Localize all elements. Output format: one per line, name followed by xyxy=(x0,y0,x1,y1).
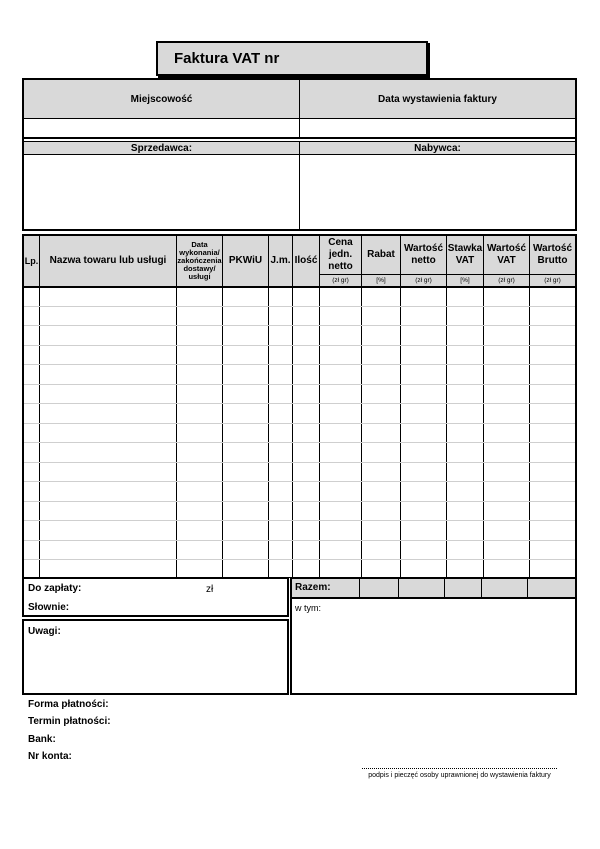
seller-label: Sprzedawca: xyxy=(24,142,299,154)
including-label: w tym: xyxy=(295,603,321,613)
col-header-qty: Ilość xyxy=(294,255,318,266)
col-header-lp: Lp. xyxy=(24,255,39,266)
seller-field[interactable] xyxy=(24,155,299,229)
place-label: Miejscowość xyxy=(24,80,299,118)
payment-term-label: Termin płatności: xyxy=(28,716,111,727)
discount-unit: [%] xyxy=(376,277,386,284)
net-value-unit: (zł gr) xyxy=(415,277,432,284)
totals-box xyxy=(290,577,577,695)
issue-date-field[interactable] xyxy=(300,119,575,137)
col-header-discount: Rabat xyxy=(367,249,395,260)
col-header-gross-value: Wartość Brutto xyxy=(532,243,573,266)
place-field[interactable] xyxy=(24,119,299,137)
to-pay-label: Do zapłaty: xyxy=(28,583,82,594)
signature-line[interactable] xyxy=(362,768,557,769)
header-section xyxy=(22,78,577,231)
in-words-label: Słownie: xyxy=(28,602,70,613)
currency-label: zł xyxy=(206,584,214,595)
vat-value-unit: (zł gr) xyxy=(498,277,515,284)
col-header-unit: J.m. xyxy=(270,255,291,266)
signature-caption: podpis i pieczęć osoby uprawnionej do wystawienia faktury xyxy=(368,772,551,779)
col-header-vat-rate: Stawka VAT xyxy=(447,243,483,266)
col-header-pkwiu: PKWiU xyxy=(228,255,263,266)
col-header-name: Nazwa towaru lub usługi xyxy=(49,255,167,266)
col-header-unit-price: Cena jedn. netto xyxy=(328,237,353,272)
issue-date-label: Data wystawienia faktury xyxy=(300,80,575,118)
items-table xyxy=(22,234,577,578)
gross-value-unit: (zł gr) xyxy=(544,277,561,284)
payment-form-label: Forma płatności: xyxy=(28,699,109,710)
col-header-net-value: Wartość netto xyxy=(403,243,444,266)
unit-price-unit: (zł gr) xyxy=(332,277,349,284)
notes-label: Uwagi: xyxy=(28,626,61,637)
buyer-label: Nabywca: xyxy=(300,142,575,154)
vat-rate-unit: [%] xyxy=(460,277,470,284)
buyer-field[interactable] xyxy=(300,155,575,229)
account-number-label: Nr konta: xyxy=(28,751,72,762)
invoice-title: Faktura VAT nr xyxy=(156,41,428,76)
bank-label: Bank: xyxy=(28,734,56,745)
total-label: Razem: xyxy=(295,582,331,593)
col-header-vat-value: Wartość VAT xyxy=(486,243,527,266)
notes-box[interactable] xyxy=(22,619,289,695)
to-pay-box xyxy=(22,577,289,617)
col-header-service-date: Data wykonania/ zakończenia dostawy/ usługi xyxy=(177,240,222,281)
